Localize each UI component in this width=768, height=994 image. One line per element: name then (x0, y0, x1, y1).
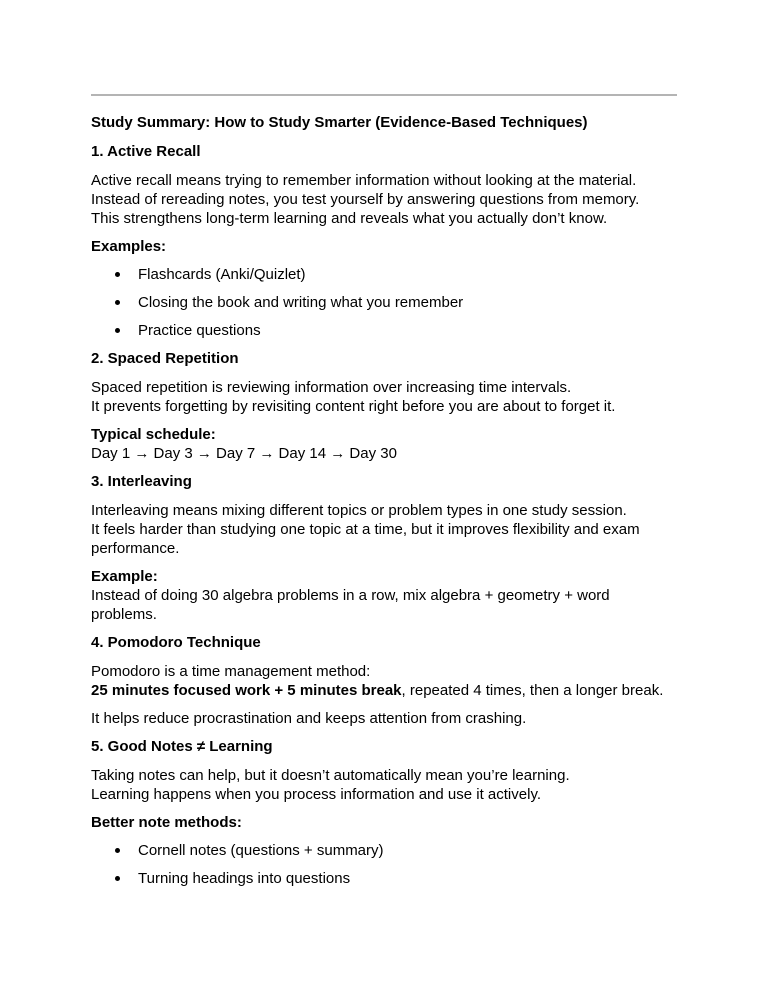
list-item-text: Flashcards (Anki/Quizlet) (138, 266, 306, 283)
examples-label: Examples: (91, 238, 167, 255)
list-item (91, 869, 677, 888)
bullet-icon (115, 876, 120, 881)
section-paragraph (91, 171, 677, 228)
example-block (91, 567, 677, 624)
section-heading-active-recall: 1. Active Recall (91, 143, 201, 160)
section-heading-interleaving: 3. Interleaving (91, 473, 192, 490)
list-item-text: Cornell notes (questions + summary) (138, 842, 384, 859)
section-paragraph (91, 501, 677, 558)
list-item-text: Closing the book and writing what you remember (138, 294, 464, 311)
bullet-icon (115, 328, 120, 333)
section-paragraph (91, 766, 677, 804)
example-label: Example: (91, 568, 158, 585)
bullet-icon (115, 272, 120, 277)
example-text: Instead of doing 30 algebra problems in a row, mix algebra + geometry + word problems. (91, 587, 610, 623)
section-heading-good-notes: 5. Good Notes ≠ Learning (91, 738, 273, 755)
list-item-text: Practice questions (138, 322, 261, 339)
list-item-text: Turning headings into questions (138, 870, 351, 887)
paragraph-line: This strengthens long-term learning and reveals what you actually don’t know. (91, 210, 608, 227)
section-paragraph (91, 662, 677, 700)
paragraph-line: Instead of rereading notes, you test yourself by answering questions from memory. (91, 191, 640, 208)
paragraph-line: It helps reduce procrastination and keeps attention from crashing. (91, 710, 527, 727)
document-title: Study Summary: How to Study Smarter (Evidence-Based Techniques) (91, 114, 588, 131)
paragraph-line: Pomodoro is a time management method: (91, 663, 371, 680)
schedule-label: Typical schedule: (91, 426, 216, 443)
section-paragraph (91, 378, 677, 416)
section-heading-spaced-repetition: 2. Spaced Repetition (91, 350, 239, 367)
paragraph-line: Spaced repetition is reviewing information over increasing time intervals. (91, 379, 572, 396)
horizontal-rule (91, 94, 677, 96)
schedule-text: Day 1 → Day 3 → Day 7 → Day 14 → Day 30 (91, 445, 397, 462)
list-item (91, 265, 677, 284)
section-heading-pomodoro: 4. Pomodoro Technique (91, 634, 261, 651)
bullet-icon (115, 848, 120, 853)
examples-list (91, 265, 677, 340)
list-item (91, 321, 677, 340)
paragraph-line: Taking notes can help, but it doesn’t automatically mean you’re learning. (91, 767, 570, 784)
list-item (91, 293, 677, 312)
paragraph-line: It feels harder than studying one topic at a time, but it improves flexibility and exam performance. (91, 521, 640, 557)
schedule-block (91, 425, 677, 463)
paragraph-line: Active recall means trying to remember information without looking at the material. (91, 172, 637, 189)
section-paragraph (91, 709, 677, 728)
note-methods-list (91, 841, 677, 888)
document-page (91, 94, 677, 897)
paragraph-line: Interleaving means mixing different topics or problem types in one study session. (91, 502, 627, 519)
paragraph-line: Learning happens when you process information and use it actively. (91, 786, 541, 803)
note-methods-label: Better note methods: (91, 814, 242, 831)
paragraph-line: It prevents forgetting by revisiting content right before you are about to forget it. (91, 398, 616, 415)
list-item (91, 841, 677, 860)
paragraph-line (91, 681, 677, 700)
pomodoro-bold-text: 25 minutes focused work + 5 minutes break (91, 682, 402, 699)
pomodoro-rest-text: , repeated 4 times, then a longer break. (401, 682, 664, 699)
bullet-icon (115, 300, 120, 305)
